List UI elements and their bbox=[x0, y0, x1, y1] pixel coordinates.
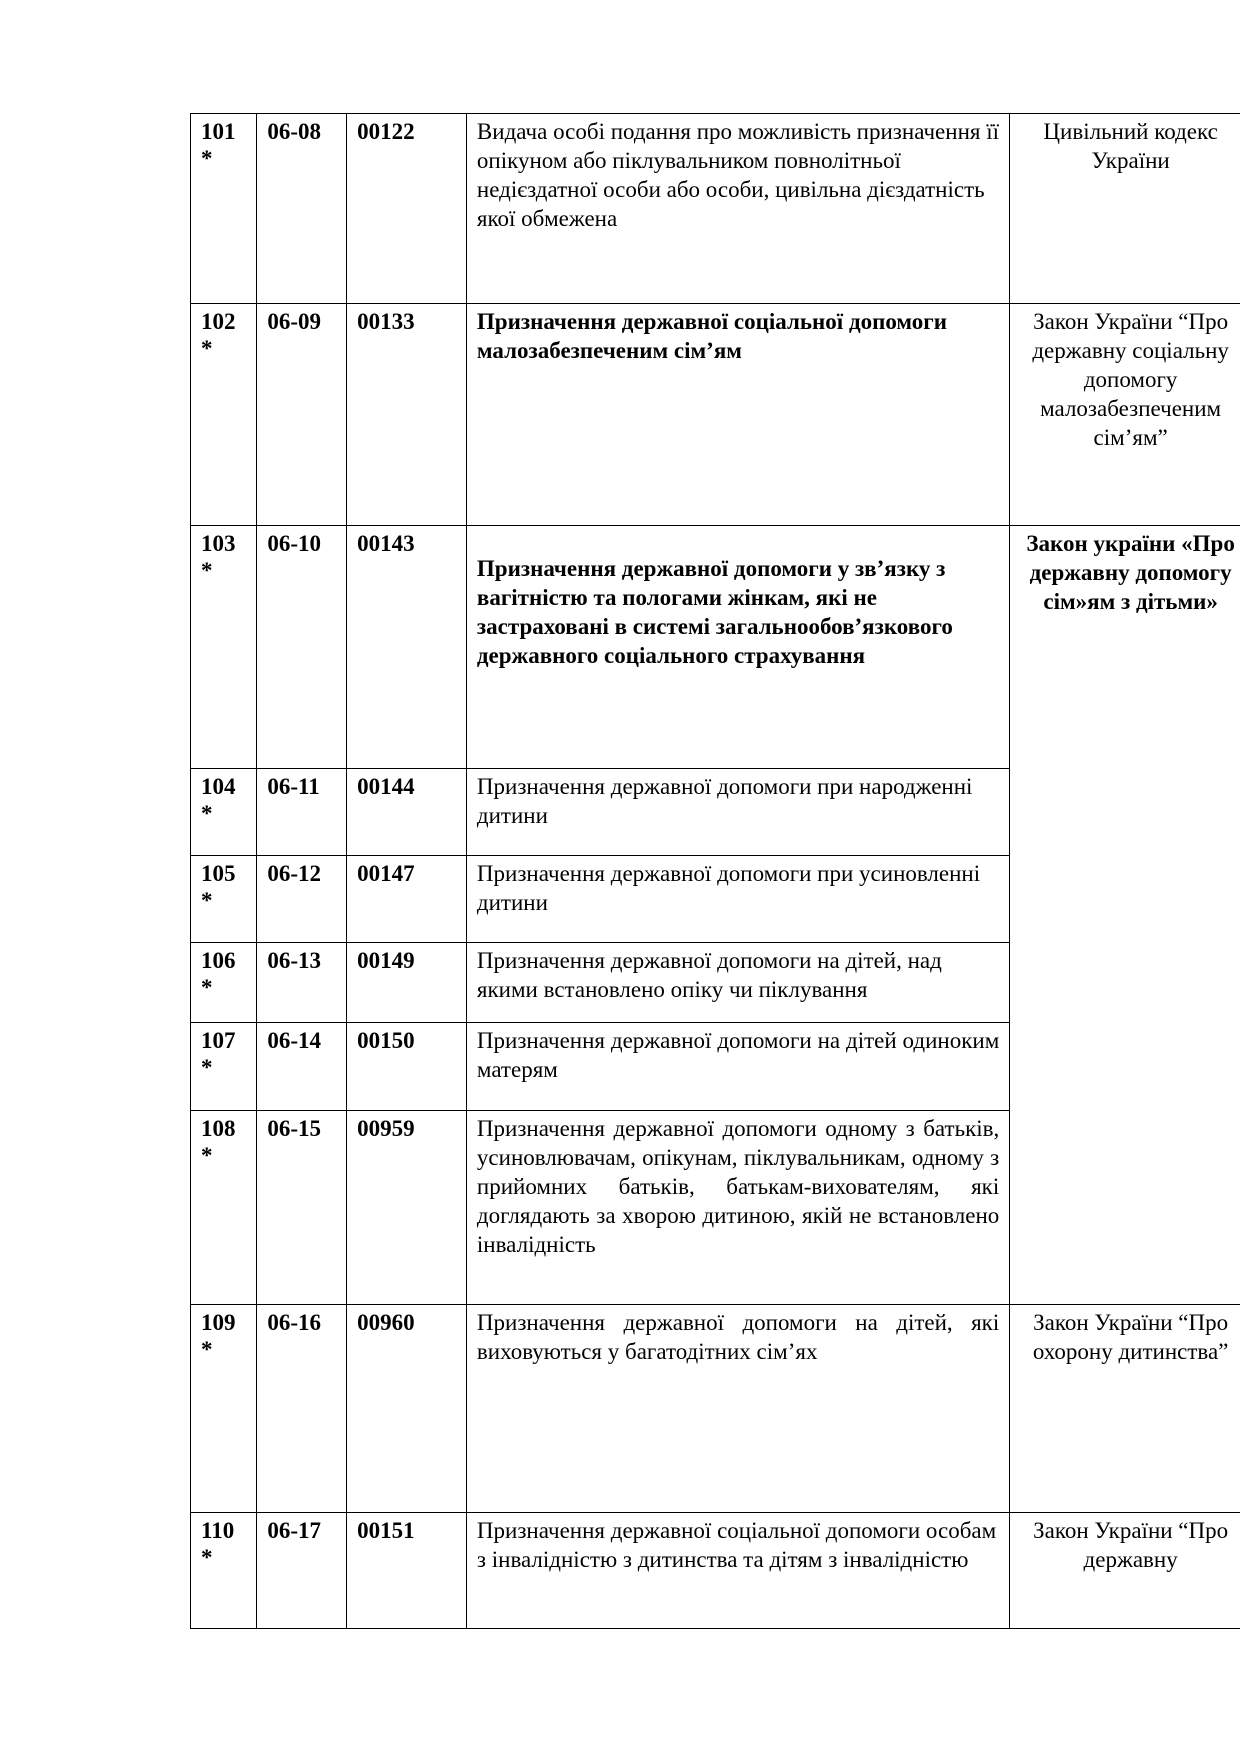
table-row bbox=[191, 304, 1240, 526]
service-code-cell: 06-13 bbox=[257, 943, 347, 1023]
service-description-cell: Призначення державної допомоги у зв’язку з вагітністю та пологами жінкам, які не застраховані в системі загальнообов’язкового державного соціального страхування bbox=[466, 526, 1009, 769]
registry-id-cell: 00133 bbox=[347, 304, 467, 526]
row-number-cell: 107 * bbox=[191, 1023, 257, 1111]
registry-id-cell: 00151 bbox=[347, 1513, 467, 1629]
legal-basis-cell: Цивільний кодекс України bbox=[1010, 114, 1240, 304]
registry-id-cell: 00144 bbox=[347, 769, 467, 856]
row-number-cell: 101 * bbox=[191, 114, 257, 304]
service-description-cell: Призначення державної допомоги при усиновленні дитини bbox=[466, 856, 1009, 943]
row-number-cell: 110 * bbox=[191, 1513, 257, 1629]
service-code-cell: 06-17 bbox=[257, 1513, 347, 1629]
registry-id-cell: 00122 bbox=[347, 114, 467, 304]
row-number-cell: 102 * bbox=[191, 304, 257, 526]
row-number-cell: 109 * bbox=[191, 1305, 257, 1513]
legal-basis-cell: Закон України “Про державну bbox=[1010, 1513, 1240, 1629]
service-code-cell: 06-16 bbox=[257, 1305, 347, 1513]
service-code-cell: 06-12 bbox=[257, 856, 347, 943]
service-description-cell: Призначення державної допомоги одному з батьків, усиновлювачам, опікунам, піклувальникам, одному з прийомних батьків, батькам-вихователям, які доглядають за хворою дитиною, якій не встановлено інвалідність bbox=[466, 1111, 1009, 1305]
service-code-cell: 06-09 bbox=[257, 304, 347, 526]
table-row bbox=[191, 1305, 1240, 1513]
table-row bbox=[191, 1513, 1240, 1629]
row-number-cell: 104 * bbox=[191, 769, 257, 856]
table-row bbox=[191, 526, 1240, 769]
service-description-cell: Призначення державної допомоги на дітей, над якими встановлено опіку чи піклування bbox=[466, 943, 1009, 1023]
service-code-cell: 06-10 bbox=[257, 526, 347, 769]
registry-id-cell: 00149 bbox=[347, 943, 467, 1023]
service-code-cell: 06-11 bbox=[257, 769, 347, 856]
registry-id-cell: 00959 bbox=[347, 1111, 467, 1305]
legal-basis-cell: Закон України “Про охорону дитинства” bbox=[1010, 1305, 1240, 1513]
legal-basis-cell: Закон україни «Про державну допомогу сім»ям з дітьми» bbox=[1010, 526, 1240, 1305]
service-description-cell: Призначення державної соціальної допомоги особам з інвалідністю з дитинства та дітям з інвалідністю bbox=[466, 1513, 1009, 1629]
legal-basis-cell: Закон України “Про державну соціальну допомогу малозабезпеченим сім’ям” bbox=[1010, 304, 1240, 526]
services-table bbox=[190, 113, 1240, 1629]
row-number-cell: 108 * bbox=[191, 1111, 257, 1305]
service-description-cell: Призначення державної соціальної допомоги малозабезпеченим сім’ям bbox=[466, 304, 1009, 526]
service-code-cell: 06-15 bbox=[257, 1111, 347, 1305]
registry-id-cell: 00150 bbox=[347, 1023, 467, 1111]
service-code-cell: 06-08 bbox=[257, 114, 347, 304]
row-number-cell: 106 * bbox=[191, 943, 257, 1023]
service-description-cell: Призначення державної допомоги на дітей одиноким матерям bbox=[466, 1023, 1009, 1111]
row-number-cell: 105 * bbox=[191, 856, 257, 943]
table-row bbox=[191, 114, 1240, 304]
registry-id-cell: 00143 bbox=[347, 526, 467, 769]
service-description-cell: Призначення державної допомоги при народженні дитини bbox=[466, 769, 1009, 856]
registry-id-cell: 00960 bbox=[347, 1305, 467, 1513]
service-description-cell: Призначення державної допомоги на дітей, які виховуються у багатодітних сім’ях bbox=[466, 1305, 1009, 1513]
registry-id-cell: 00147 bbox=[347, 856, 467, 943]
service-code-cell: 06-14 bbox=[257, 1023, 347, 1111]
service-description-cell: Видача особі подання про можливість призначення її опікуном або піклувальником повнолітньої недієздатної особи або особи, цивільна дієздатність якої обмежена bbox=[466, 114, 1009, 304]
row-number-cell: 103 * bbox=[191, 526, 257, 769]
